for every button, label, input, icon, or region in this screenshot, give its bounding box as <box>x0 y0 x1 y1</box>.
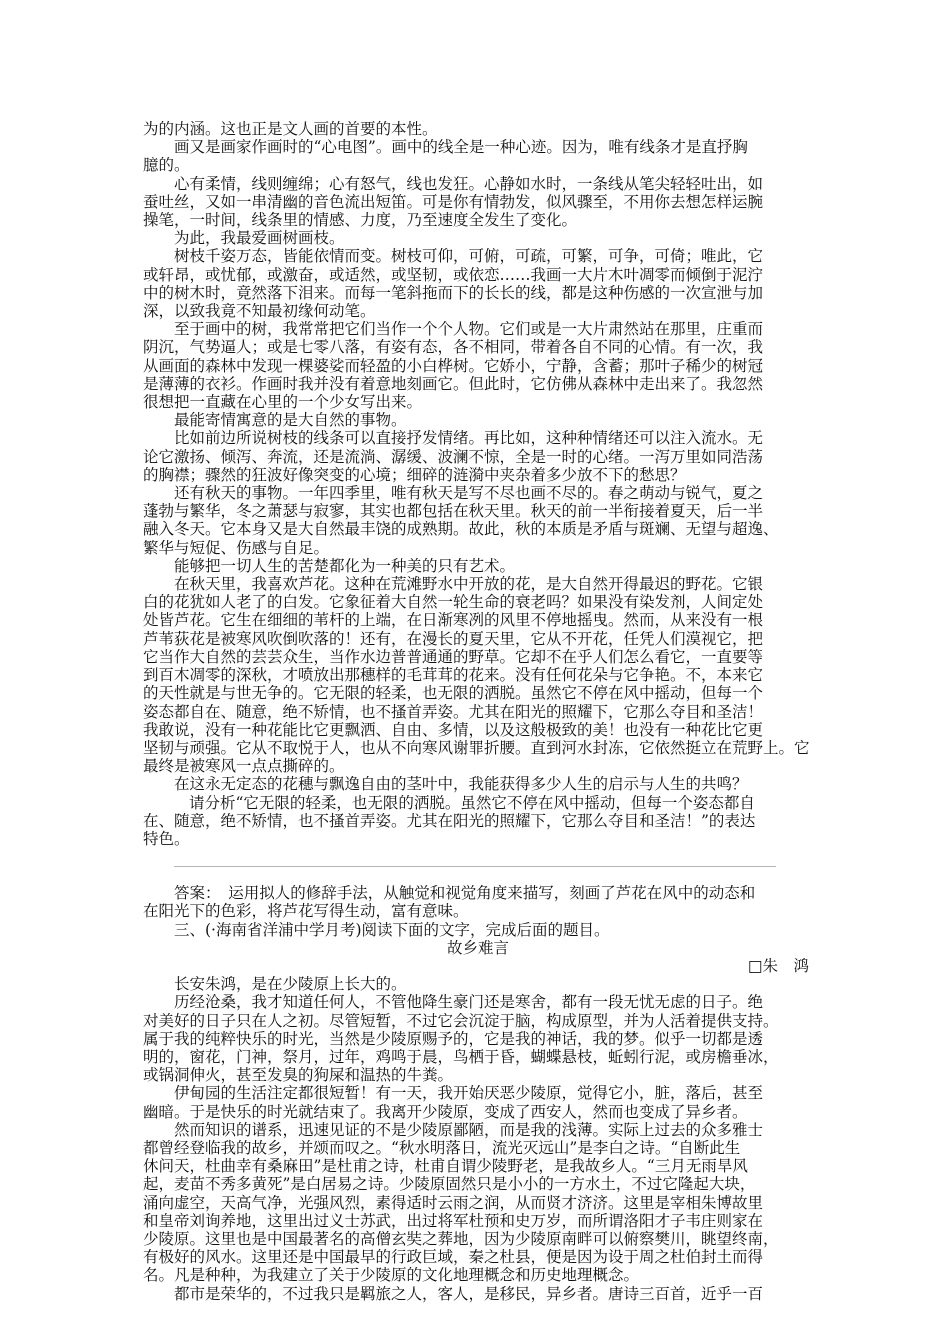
text-line: 在这永无定态的花穗与飘逸自由的茎叶中，我能获得多少人生的启示与人生的共鸣？ <box>174 775 748 794</box>
text-line: 芦苇荻花是被寒风吹倒吹落的！还有，在漫长的夏天里，它从不开花，任凭人们漠视它，把 <box>143 629 764 648</box>
text-line: 在秋天里，我喜欢芦花。这种在荒滩野水中开放的花，是大自然开得最迟的野花。它银 <box>174 575 764 594</box>
text-line: 请分析“它无限的轻柔，也无限的洒脱。虽然它不停在风中摇动，但每一个姿态都自 <box>189 793 755 812</box>
text-line: 幽暗。于是快乐的时光就结束了。我离开少陵原，变成了西安人，然而也变成了异乡者。 <box>143 1102 748 1121</box>
text-line: 休问天，杜曲幸有桑麻田”是杜甫之诗，杜甫自谓少陵野老，是我故乡人。“三月无雨旱风 <box>143 1157 748 1176</box>
text-line: 蓬勃与繁华，冬之萧瑟与寂寥，其实也都包括在秋天里。秋天的前一半衔接着夏天，后一半 <box>143 502 764 521</box>
text-line: 都市是荣华的，不过我只是羁旅之人，客人，是移民，异乡者。唐诗三百首，近乎一百 <box>174 1284 764 1303</box>
article-author: □朱 鸿 <box>747 956 809 975</box>
text-line: 白的花犹如人老了的白发。它象征着大自然一轮生命的衰老吗？如果没有染发剂，人间定处 <box>143 593 764 612</box>
text-line: 处皆芦花。它生在细细的苇杆的上端，在日渐寒冽的风里不停地摇曳。然而，从来没有一根 <box>143 611 764 630</box>
text-line: 很想把一直藏在心里的一个少女写出来。 <box>143 393 423 412</box>
text-line: 它当作大自然的芸芸众生，当作水边普普通通的野草。它却不在乎人们怎么看它，一直要等 <box>143 647 764 666</box>
text-line: 融入冬天。它本身又是大自然最丰饶的成熟期。故此，秋的本质是矛盾与斑斓、无望与超逸、 <box>143 520 779 539</box>
divider-line <box>174 866 776 867</box>
text-line: 还有秋天的事物。一年四季里，唯有秋天是写不尽也画不尽的。春之萌动与锐气，夏之 <box>174 484 764 503</box>
article-body <box>143 975 813 1303</box>
text-line: 少陵原。这里也是中国最著名的高僧玄奘之葬地，因为少陵原南畔可以俯察樊川，眺望终南， <box>143 1229 779 1248</box>
text-line: 或轩昂，或忧郁，或激奋，或适然，或坚韧，或依恋……我画一大片木叶凋零而倾倒于泥泞 <box>143 265 764 284</box>
text-line: 繁华与短促、伤感与自足。 <box>143 538 330 557</box>
text-line: 树枝千姿万态，皆能依情而变。树枝可仰，可俯，可疏，可繁，可争，可倚；唯此，它 <box>174 247 764 266</box>
text-line: 为此，我最爱画树画枝。 <box>174 229 345 248</box>
text-line: 臆的。 <box>143 156 190 175</box>
section-heading: 三、(·海南省洋浦中学月考)阅读下面的文字，完成后面的题目。 <box>174 920 610 939</box>
text-line: 最能寄情寓意的是大自然的事物。 <box>174 411 407 430</box>
document-page <box>143 120 813 1303</box>
question-prompt <box>143 794 813 849</box>
text-line: 在、随意，绝不矫情，也不搔首弄姿。尤其在阳光的照耀下，它那么夺目和圣洁！”的表达 <box>143 811 756 830</box>
text-line: 有极好的风水。这里还是中国最早的行政巨域，秦之杜县，便是因为设于周之杜伯封土而得 <box>143 1248 764 1267</box>
text-line: 都曾经登临我的故乡，并颂而叹之。“秋水明落日，流光灭远山”是李白之诗。“自断此生 <box>143 1138 741 1157</box>
text-line: 坚韧与顽强。它从不取悦于人，也从不向寒风谢罪折腰。直到河水封冻，它依然挺立在荒野上。它 <box>143 738 810 757</box>
text-line: 到百木凋零的深秋，才喷放出那穗样的毛茸茸的花来。没有任何花朵与它争艳。不，本来它 <box>143 666 764 685</box>
passage-tail <box>143 120 813 794</box>
text-line: 能够把一切人生的苦楚都化为一种美的只有艺术。 <box>174 556 516 575</box>
text-line: 我敢说，没有一种花能比它更飘洒、自由、多情，以及这般极致的美！也没有一种花比它更 <box>143 720 764 739</box>
article-title: 故乡难言 <box>446 938 509 957</box>
text-line: 和皇帝刘询养地，这里出过义士苏武，出过将军杜预和史万岁，而所谓洛阳才子韦庄则家在 <box>143 1211 764 1230</box>
text-line: 历经沧桑，我才知道任何人，不管他降生豪门还是寒舍，都有一段无忧无虑的日子。绝 <box>174 993 764 1012</box>
text-line: 比如前边所说树枝的线条可以直接抒发情绪。再比如，这种种情绪还可以注入流水。无 <box>174 429 764 448</box>
text-line: 明的，窗花，门神，祭月，过年，鸡鸣于晨，鸟栖于昏，蝴蝶悬枝，蚯蚓行泥，或房檐垂冰， <box>143 1047 779 1066</box>
text-line: 为的内涵。这也正是文人画的首要的本性。 <box>143 120 438 138</box>
text-line: 对美好的日子只在人之初。尽管短暂，不过它会沉淀于脑，构成原型，并为人活着提供支持。 <box>143 1011 779 1030</box>
answer-block <box>143 884 813 920</box>
text-line: 论它激扬、倾泻、奔流，还是流淌、潺缓、波澜不惊，全是一时的心绪。一泻万里如同浩荡 <box>143 447 764 466</box>
text-line: 在阳光下的色彩，将芦花写得生动，富有意味。 <box>143 902 469 921</box>
text-line: 阴沉，气势逼人；或是七零八落，有姿有态，各不相同，带着各自不同的心情。有一次，我 <box>143 338 764 357</box>
text-line: 答案： 运用拟人的修辞手法，从触觉和视觉角度来描写，刻画了芦花在风中的动态和 <box>174 884 756 903</box>
text-line: 心有柔情，线则缠绵；心有怒气，线也发狂。心静如水时，一条线从笔尖轻轻吐出，如 <box>174 174 764 193</box>
text-line: 的天性就是与世无争的。它无限的轻柔，也无限的洒脱。虽然它不停在风中摇动，但每一个 <box>143 684 764 703</box>
text-line: 操笔，一时间，线条里的情感、力度，乃至速度全发生了变化。 <box>143 211 578 230</box>
text-line: 属于我的纯粹快乐的时光，当然是少陵原赐予的，它是我的神话，我的梦。似乎一切都是透 <box>143 1029 764 1048</box>
text-line: 然而知识的谱系，迅速见证的不是少陵原鄙陋，而是我的浅薄。实际上过去的众多雅士 <box>174 1120 764 1139</box>
text-line: 画又是画家作画时的“心电图”。画中的线全是一种心迹。因为，唯有线条才是直抒胸 <box>174 138 748 157</box>
text-line: 伊甸园的生活注定都很短暂！有一天，我开始厌恶少陵原，觉得它小，脏，落后，甚至 <box>174 1084 764 1103</box>
text-line: 起，麦苗不秀多黄死”是白居易之诗。少陵原固然只是小小的一方水土，不过它隆起大块， <box>143 1175 756 1194</box>
text-line: 蚕吐丝，又如一串清幽的音色流出短笛。可是你有情勃发，似风骤至，不用你去想怎样运腕 <box>143 192 764 211</box>
text-line: 是薄薄的衣衫。作画时我并没有着意地刻画它。但此时，它仿佛从森林中走出来了。我忽然 <box>143 374 764 393</box>
text-line: 中的树木时，竟然落下泪来。而每一笔斜拖而下的长长的线，都是这种伤感的一次宣泄与加 <box>143 283 764 302</box>
text-line: 名。凡是种种，为我建立了关于少陵原的文化地理概念和历史地理概念。 <box>143 1266 640 1285</box>
text-line: 深，以致我竟不知最初缘何动笔。 <box>143 302 376 321</box>
text-line: 长安朱鸿，是在少陵原上长大的。 <box>174 975 407 994</box>
text-line: 从画面的森林中发现一棵婆娑而轻盈的小白桦树。它娇小，宁静，含蓄；那叶子稀少的树冠 <box>143 356 764 375</box>
text-line: 至于画中的树，我常常把它们当作一个个人物。它们或是一大片肃然站在那里，庄重而 <box>174 320 764 339</box>
text-line: 特色。 <box>143 829 190 848</box>
text-line: 的胸襟；骤然的狂波好像突变的心境；细碎的涟漪中夹杂着多少放不下的愁思？ <box>143 465 686 484</box>
text-line: 或锅洞伸火，甚至发臭的狗屎和温热的牛粪。 <box>143 1066 454 1085</box>
text-line: 涌向虚空，天高气净，光强风烈，素得适时云雨之润，从而贤才济济。这里是宰相朱博故里 <box>143 1193 764 1212</box>
text-line: 姿态都自在、随意，绝不矫情，也不搔首弄姿。尤其在阳光的照耀下，它那么夺目和圣洁！ <box>143 702 764 721</box>
text-line: 最终是被寒风一点点撕碎的。 <box>143 757 345 776</box>
